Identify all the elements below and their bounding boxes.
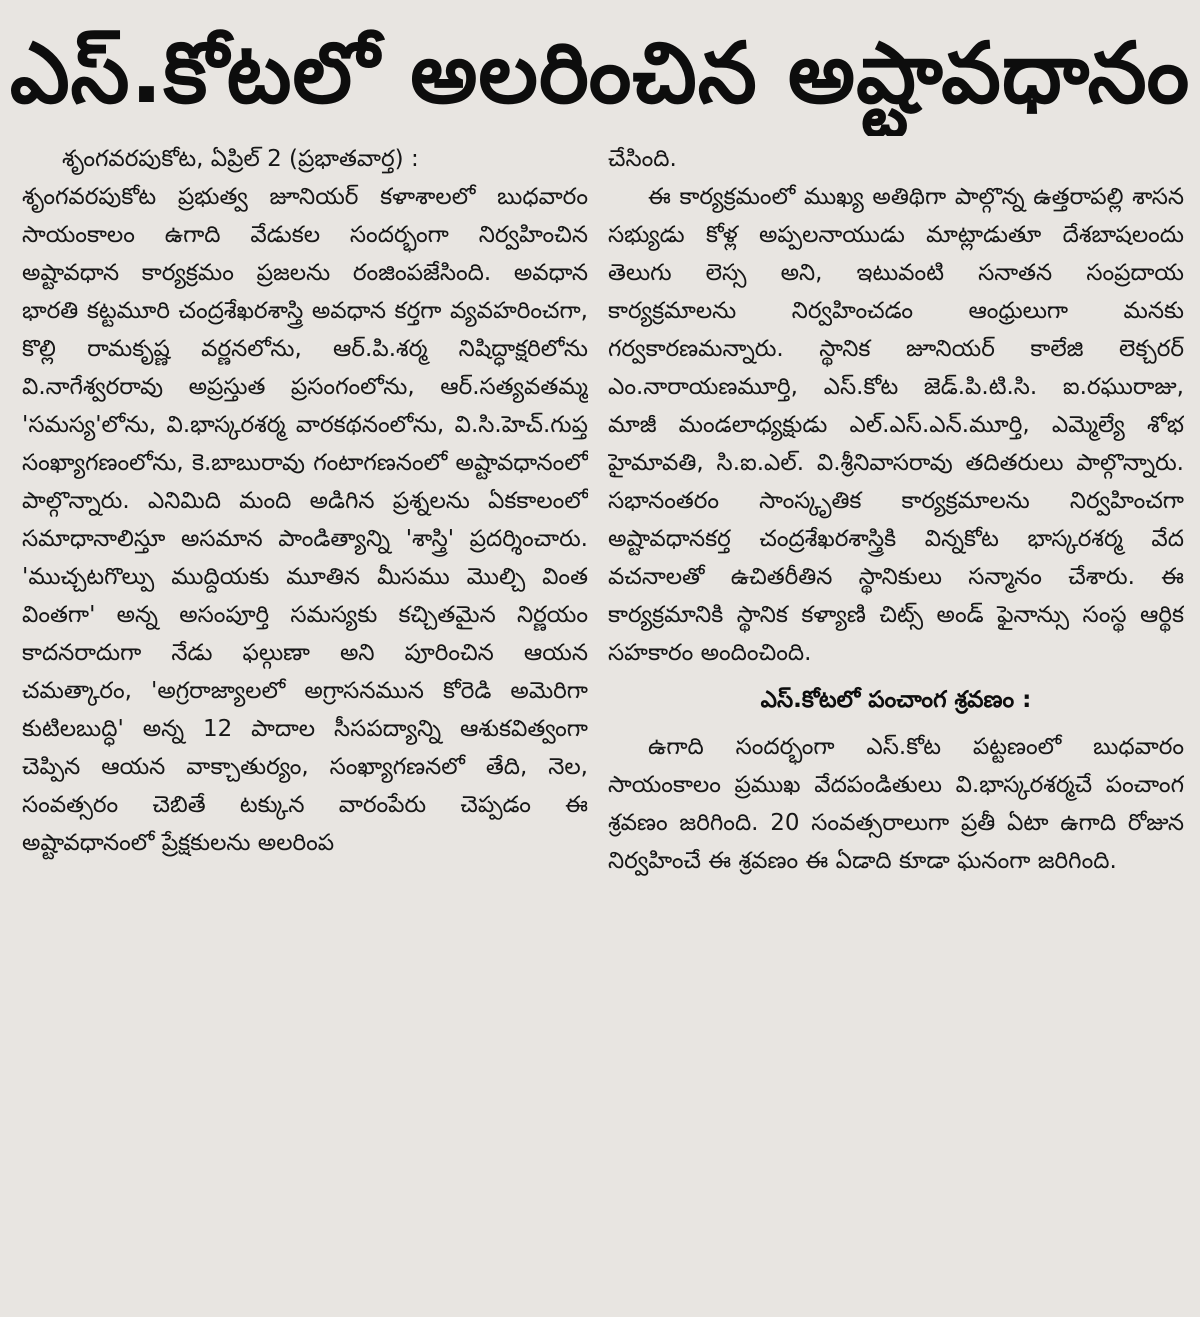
column-gutter <box>596 150 597 1300</box>
right-body-panchanga: ఉగాది సందర్భంగా ఎస్.కోట పట్టణంలో బుధవారం సాయంకాలం ప్రముఖ వేదపండితులు వి.భాస్కరశర్మచే పంచాంగ శ్రవణం జరిగింది. 20 సంవత్సరాలుగా ప్రతీ ఏటా ఉగాది రోజున నిర్వహించే ఈ శ్రవణం ఈ ఏడాది కూడా ఘనంగా జరిగింది. <box>608 734 1184 874</box>
right-body-paragraph: ఈ కార్యక్రమంలో ముఖ్య అతిథిగా పాల్గొన్న ఉత్తరాపల్లి శాసన సభ్యుడు కోళ్ల అప్పలనాయుడు మాట్లాడుతూ దేశబాషలందు తెలుగు లెస్స అని, ఇటువంటి సనాతన సంప్రదాయ కార్యక్రమాలను నిర్వహించడం ఆంధ్రులుగా మనకు గర్వకారణమన్నారు. స్థానిక జూనియర్ కాలేజి లెక్చరర్ ఎం.నారాయణమూర్తి, ఎస్.కోట జెడ్.పి.టి.సి. ఐ.రఘురాజు, మాజీ మండలాధ్యక్షుడు ఎల్.ఎస్.ఎన్.మూర్తి, ఎమ్మెల్యే శోభ హైమావతి, సి.ఐ.ఎల్. వి.శ్రీనివాసరావు తదితరులు పాల్గొన్నారు. సభానంతరం సాంస్కృతిక కార్యక్రమాలను నిర్వహించగా అష్టావధానకర్త చంద్రశేఖరశాస్త్రికి విన్నకోట భాస్కరశర్మ వేద వచనాలతో ఉచితరీతిన స్థానికులు సన్మానం చేశారు. ఈ కార్యక్రమానికి స్థానిక కళ్యాణి చిట్స్ అండ్ ఫైనాన్సు సంస్థ ఆర్థిక సహకారం అందించింది. <box>608 184 1184 666</box>
section-subheading: ఎస్.కోటలో పంచాంగ శ్రవణం : <box>760 687 1032 713</box>
right-body-continuation: చేసింది. <box>608 146 677 172</box>
left-column <box>22 140 588 1310</box>
dateline: శృంగవరపుకోట, ఏప్రిల్ 2 (ప్రభాతవార్త) : <box>62 146 419 172</box>
left-body-text: శృంగవరపుకోట ప్రభుత్వ జూనియర్ కళాశాలలో బుధవారం సాయంకాలం ఉగాది వేడుకల సందర్భంగా నిర్వహించిన అష్టావధాన కార్యక్రమం ప్రజలను రంజింపజేసింది. అవధాన భారతి కట్టమూరి చంద్రశేఖరశాస్త్రి అవధాన కర్తగా వ్యవహరించగా, కొల్లి రామకృష్ణ వర్ణనలోను, ఆర్.పి.శర్మ నిషిద్ధాక్షరిలోను వి.నాగేశ్వరరావు అప్రస్తుత ప్రసంగంలోను, ఆర్.సత్యవతమ్మ 'సమస్య'లోను, వి.భాస్కరశర్మ వారకథనంలోను, వి.సి.హెచ్.గుప్త సంఖ్యాగణంలోను, కె.బాబురావు గంటాగణనంలో అష్టావధానంలో పాల్గొన్నారు. ఎనిమిది మంది అడిగిన ప్రశ్నలను ఏకకాలంలో సమాధానాలిస్తూ అసమాన పాండిత్యాన్ని 'శాస్త్రి' ప్రదర్శించారు. 'ముచ్చటగొల్పు ముద్దియకు మూతిన మీసము మొల్చి వింత వింతగా' అన్న అసంపూర్తి సమస్యకు కచ్చితమైన నిర్ణయం కాదనరాదుగా నేడు ఫల్గుణా అని పూరించిన ఆయన చమత్కారం, 'అగ్రరాజ్యాలలో అగ్రాసనమున కోరెడి అమెరిగా కుటిలబుద్ధి' అన్న 12 పాదాల సీసపద్యాన్ని ఆశుకవిత్వంగా చెప్పిన ఆయన వాక్చాతుర్యం, సంఖ్యాగణనలో తేది, నెల, సంవత్సరం చెబితే టక్కున వారంపేరు చెప్పడం ఈ అష్టావధానంలో ప్రేక్షకులను అలరింప <box>22 184 588 856</box>
headline: ఎస్.కోటలో అలరించిన అష్టావధానం <box>9 24 1191 122</box>
right-column <box>608 140 1184 1310</box>
